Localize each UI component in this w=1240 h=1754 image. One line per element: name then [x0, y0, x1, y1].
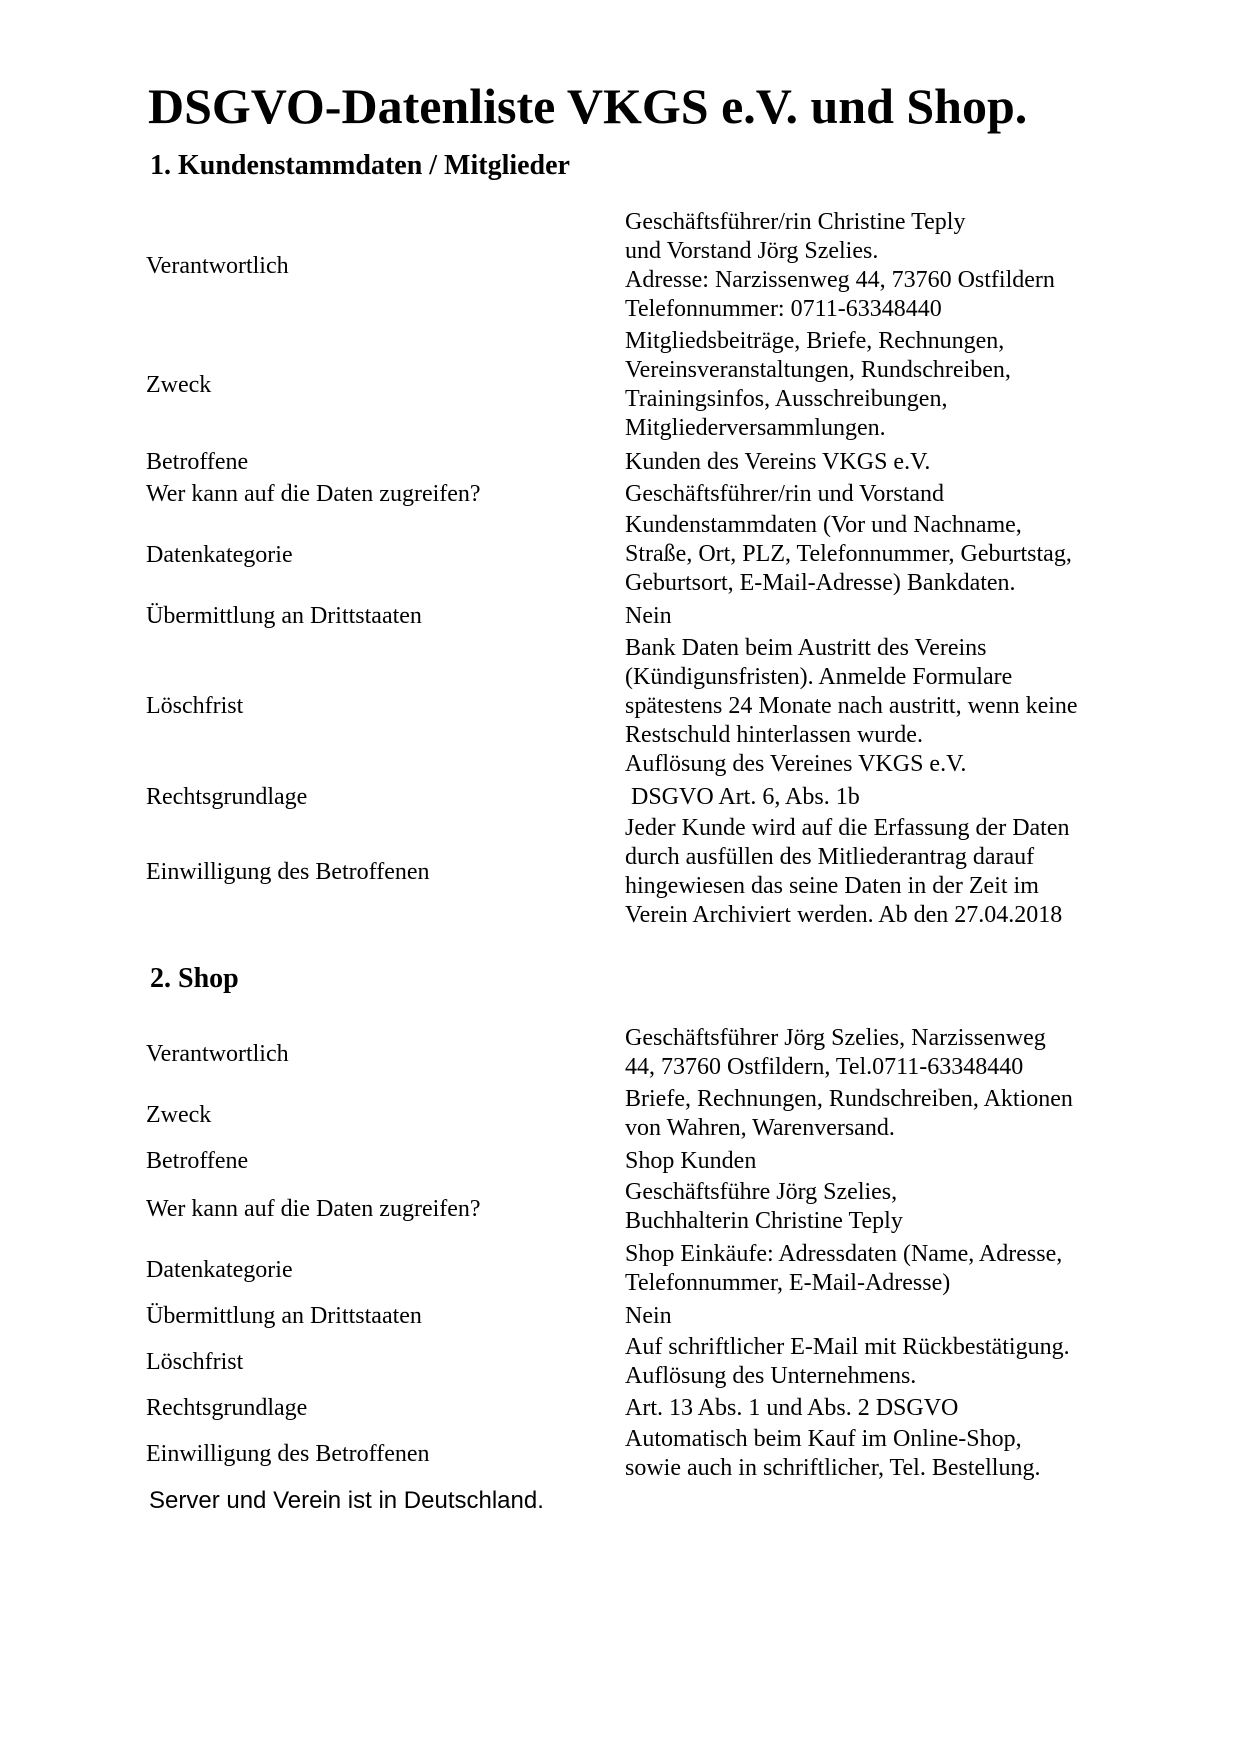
- row-value: Auf schriftlicher E-Mail mit Rückbestätigung. Auflösung des Unternehmens.: [625, 1334, 1070, 1389]
- row-value: Automatisch beim Kauf im Online-Shop, sowie auch in schriftlicher, Tel. Bestellung.: [625, 1426, 1041, 1481]
- row-value: DSGVO Art. 6, Abs. 1b: [625, 784, 860, 810]
- row-label: Wer kann auf die Daten zugreifen?: [146, 1196, 481, 1222]
- row-label: Verantwortlich: [146, 1041, 289, 1067]
- row-value: Shop Kunden: [625, 1148, 757, 1174]
- row-value: Geschäftsführe Jörg Szelies, Buchhalterin Christine Teply: [625, 1179, 903, 1234]
- row-value: Kundenstammdaten (Vor und Nachname, Straße, Ort, PLZ, Telefonnummer, Geburtstag, Geburtsort, E-Mail-Adresse) Bankdaten.: [625, 512, 1072, 596]
- row-label: Datenkategorie: [146, 1257, 293, 1283]
- row-value: Nein: [625, 603, 672, 629]
- row-label: Löschfrist: [146, 1349, 244, 1375]
- row-value: Geschäftsführer/rin und Vorstand: [625, 481, 945, 507]
- row-value: Shop Einkäufe: Adressdaten (Name, Adresse, Telefonnummer, E-Mail-Adresse): [625, 1241, 1063, 1296]
- row-value: Geschäftsführer/rin Christine Teply und Vorstand Jörg Szelies. Adresse: Narzissenweg 44, 73760 Ostfildern Telefonnummer: 0711-63348440: [625, 209, 1055, 322]
- row-value: Briefe, Rechnungen, Rundschreiben, Aktionen von Wahren, Warenversand.: [625, 1086, 1073, 1141]
- row-label: Übermittlung an Drittstaaten: [146, 603, 422, 629]
- row-label: Einwilligung des Betroffenen: [146, 859, 430, 885]
- row-value: Geschäftsführer Jörg Szelies, Narzissenweg 44, 73760 Ostfildern, Tel.0711-63348440: [625, 1025, 1046, 1080]
- row-value: Art. 13 Abs. 1 und Abs. 2 DSGVO: [625, 1395, 959, 1421]
- row-value: Kunden des Vereins VKGS e.V.: [625, 449, 931, 475]
- row-value: Jeder Kunde wird auf die Erfassung der Daten durch ausfüllen des Mitliederantrag darauf hingewiesen das seine Daten in der Zeit im Verein Archiviert werden. Ab den 27.04.2018: [625, 815, 1070, 928]
- row-label: Betroffene: [146, 449, 249, 475]
- document-title: DSGVO-Datenliste VKGS e.V. und Shop.: [148, 78, 1028, 134]
- section-heading-kundenstammdaten: 1. Kundenstammdaten / Mitglieder: [150, 150, 570, 181]
- row-label: Löschfrist: [146, 693, 244, 719]
- row-value: Bank Daten beim Austritt des Vereins (Kündigunsfristen). Anmelde Formulare spätestens 24 Monate nach austritt, wenn keine Restschuld hinterlassen wurde. Auflösung des Vereines VKGS e.V.: [625, 635, 1078, 777]
- row-value: Mitgliedsbeiträge, Briefe, Rechnungen, Vereinsveranstaltungen, Rundschreiben, Trainingsinfos, Ausschreibungen, Mitgliederversammlungen.: [625, 328, 1011, 441]
- row-label: Wer kann auf die Daten zugreifen?: [146, 481, 481, 507]
- section-heading-shop: 2. Shop: [150, 963, 239, 994]
- row-label: Übermittlung an Drittstaaten: [146, 1303, 422, 1329]
- row-label: Zweck: [146, 1102, 212, 1128]
- row-label: Betroffene: [146, 1148, 249, 1174]
- footer-note: Server und Verein ist in Deutschland.: [149, 1487, 544, 1514]
- row-label: Einwilligung des Betroffenen: [146, 1441, 430, 1467]
- row-value: Nein: [625, 1303, 672, 1329]
- row-label: Datenkategorie: [146, 542, 293, 568]
- row-label: Rechtsgrundlage: [146, 1395, 308, 1421]
- row-label: Verantwortlich: [146, 253, 289, 279]
- row-label: Zweck: [146, 372, 212, 398]
- row-label: Rechtsgrundlage: [146, 784, 308, 810]
